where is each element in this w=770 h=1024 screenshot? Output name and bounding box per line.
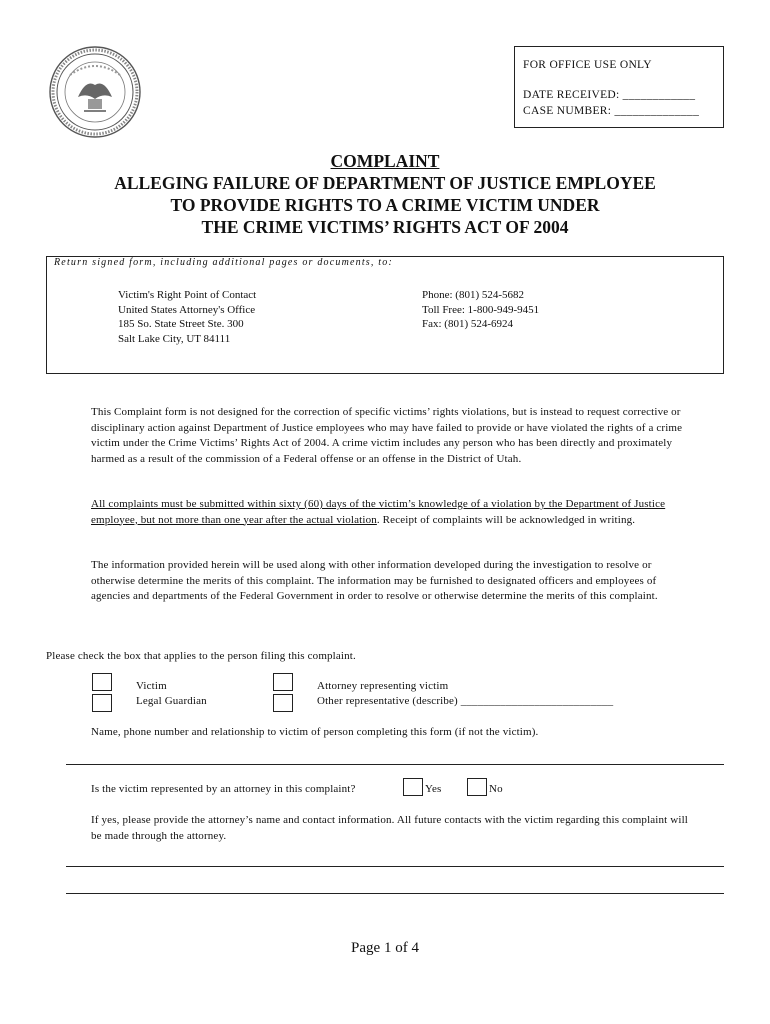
completer-info-prompt: Name, phone number and relationship to victim of person completing this form (if not the victim).: [91, 726, 539, 738]
attorney-info-line-2[interactable]: [66, 893, 724, 894]
contact-numbers: [422, 288, 539, 332]
legal-guardian-checkbox[interactable]: [92, 694, 112, 712]
title-line-2: ALLEGING FAILURE OF DEPARTMENT OF JUSTICE EMPLOYEE: [114, 173, 656, 193]
intro-paragraph: This Complaint form is not designed for the correction of specific victims’ rights violations, but is instead to request corrective or disciplinary action against Department of Justice employees who may have failed to provide or have violated the rights of a crime victim under the Crime Victims’ Rights Act of 2004. A crime victim includes any person who has been directly and proximately harmed as a result of the commission of a Federal offense or an offense in the District of Utah.: [91, 406, 683, 465]
attorney-no-checkbox[interactable]: [467, 778, 487, 796]
title-line-1: COMPLAINT: [330, 151, 440, 171]
address-line: United States Attorney's Office: [118, 303, 256, 316]
attorney-yes-label: Yes: [425, 783, 442, 795]
address-line: 185 So. State Street Ste. 300: [118, 318, 244, 330]
department-seal: [48, 45, 142, 139]
date-received-field[interactable]: DATE RECEIVED: ____________: [523, 89, 696, 101]
phone-number: Phone: (801) 524-5682: [422, 289, 525, 301]
other-representative-label[interactable]: Other representative (describe) ___________________________: [317, 695, 614, 707]
attorney-instructions: If yes, please provide the attorney’s name and contact information. All future contacts with the victim regarding this complaint will be made through the attorney.: [91, 814, 688, 842]
deadline-underlined-text: All complaints must be submitted within sixty (60) days of the victim’s knowledge of a violation by the Department of Justice employee, but not more than one year after the actual violation: [91, 498, 666, 526]
address-line: Victim's Right Point of Contact: [118, 289, 257, 301]
fax-number: Fax: (801) 524-6924: [422, 318, 514, 330]
title-line-3: TO PROVIDE RIGHTS TO A CRIME VICTIM UNDER: [170, 195, 600, 215]
victim-checkbox[interactable]: [92, 673, 112, 691]
return-label: Return signed form, including additional pages or documents, to:: [54, 257, 394, 268]
office-use-box: [514, 46, 724, 128]
office-use-heading: FOR OFFICE USE ONLY: [523, 59, 652, 71]
title-line-4: THE CRIME VICTIMS’ RIGHTS ACT OF 2004: [201, 217, 569, 237]
case-number-field[interactable]: CASE NUMBER: ______________: [523, 105, 700, 117]
attorney-label: Attorney representing victim: [317, 680, 449, 692]
filer-prompt: Please check the box that applies to the person filing this complaint.: [46, 650, 356, 662]
attorney-checkbox[interactable]: [273, 673, 293, 691]
page-title: [0, 150, 770, 238]
victim-label: Victim: [136, 680, 167, 692]
toll-free-number: Toll Free: 1-800-949-9451: [422, 303, 540, 316]
completer-info-line[interactable]: [66, 764, 724, 765]
attorney-info-line-1[interactable]: [66, 866, 724, 867]
address-line: Salt Lake City, UT 84111: [118, 332, 231, 345]
deadline-rest-text: . Receipt of complaints will be acknowledged in writing.: [376, 513, 636, 526]
deadline-paragraph: [91, 497, 691, 528]
attorney-question: Is the victim represented by an attorney in this complaint?: [91, 783, 356, 795]
mailing-address: [118, 288, 256, 346]
attorney-yes-checkbox[interactable]: [403, 778, 423, 796]
privacy-paragraph: The information provided herein will be used along with other information developed during the investigation to resolve or otherwise determine the merits of this complaint. The information may be furnished to designated officers and employees of agencies and departments of the Federal Government in order to resolve or otherwise determine the merits of this complaint.: [91, 559, 658, 602]
page-number: Page 1 of 4: [351, 940, 419, 956]
other-representative-checkbox[interactable]: [273, 694, 293, 712]
attorney-no-label: No: [489, 783, 503, 795]
legal-guardian-label: Legal Guardian: [136, 695, 207, 707]
